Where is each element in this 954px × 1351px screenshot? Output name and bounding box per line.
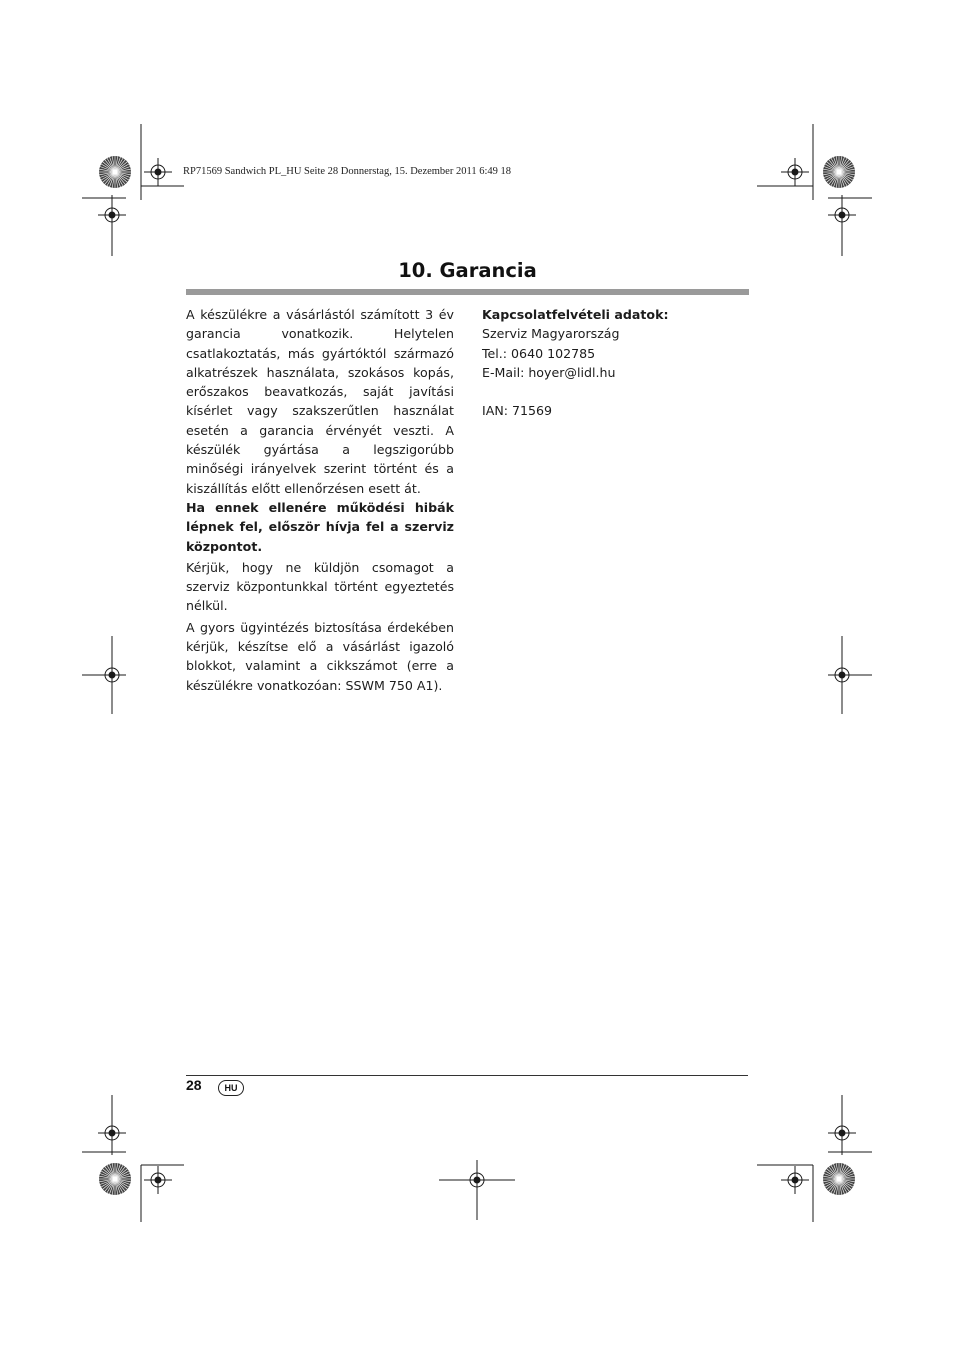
contact-email: E-Mail: hoyer@lidl.hu <box>482 364 616 380</box>
language-badge: HU <box>218 1080 244 1096</box>
contact-phone: Tel.: 0640 102785 <box>482 345 596 361</box>
registration-dot <box>155 169 161 175</box>
warranty-paragraph: A készülékre a vásárlástól számított 3 év garancia vonatkozik. Helytelen csatlakoztatás, más gyártóktól származó alkatrészek használata, szokásos kopás, erőszakos beavatkozás, saját javítási kísérlet vagy szakszerűtlen használat esetén a garancia érvényét veszti. A készülék gyártása a legszigorúbb minőségi irányelvek szerint történt és a kiszállítás előtt ellenőrzésen esett át. <box>186 307 454 496</box>
starburst-center <box>113 1177 118 1182</box>
receipt-paragraph: A gyors ügyintézés biztosítása érdekében kérjük, készítse elő a vásárlást igazoló blokkot, valamint a cikkszámot (erre a készülékre vonatkozóan: SSWM 750 A1). <box>186 619 454 693</box>
starburst-center <box>837 1177 842 1182</box>
shipping-paragraph: Kérjük, hogy ne küldjön csomagot a szerviz központunkkal történt egyeztetés nélkül. <box>186 559 454 614</box>
registration-dot <box>792 169 798 175</box>
registration-dot <box>155 1177 161 1183</box>
title-underline-bar <box>186 289 749 295</box>
starburst-center <box>837 170 842 175</box>
section-title: 10. Garancia <box>398 259 537 282</box>
starburst-center <box>113 170 118 175</box>
ian-number: IAN: 71569 <box>482 403 553 419</box>
contact-heading: Kapcsolatfelvételi adatok: <box>482 307 669 322</box>
print-slug-line: RP71569 Sandwich PL_HU Seite 28 Donnerstag, 15. Dezember 2011 6:49 18 <box>183 166 511 177</box>
contact-column <box>482 305 748 420</box>
warranty-bold-notice: Ha ennek ellenére működési hibák lépnek fel, először hívja fel a szerviz központot. <box>186 499 454 554</box>
contact-service-name: Szerviz Magyarország <box>482 326 620 342</box>
page-number: 28 <box>186 1077 202 1093</box>
warranty-text-column <box>186 305 454 697</box>
registration-dot <box>792 1177 798 1183</box>
footer-rule <box>186 1075 748 1076</box>
